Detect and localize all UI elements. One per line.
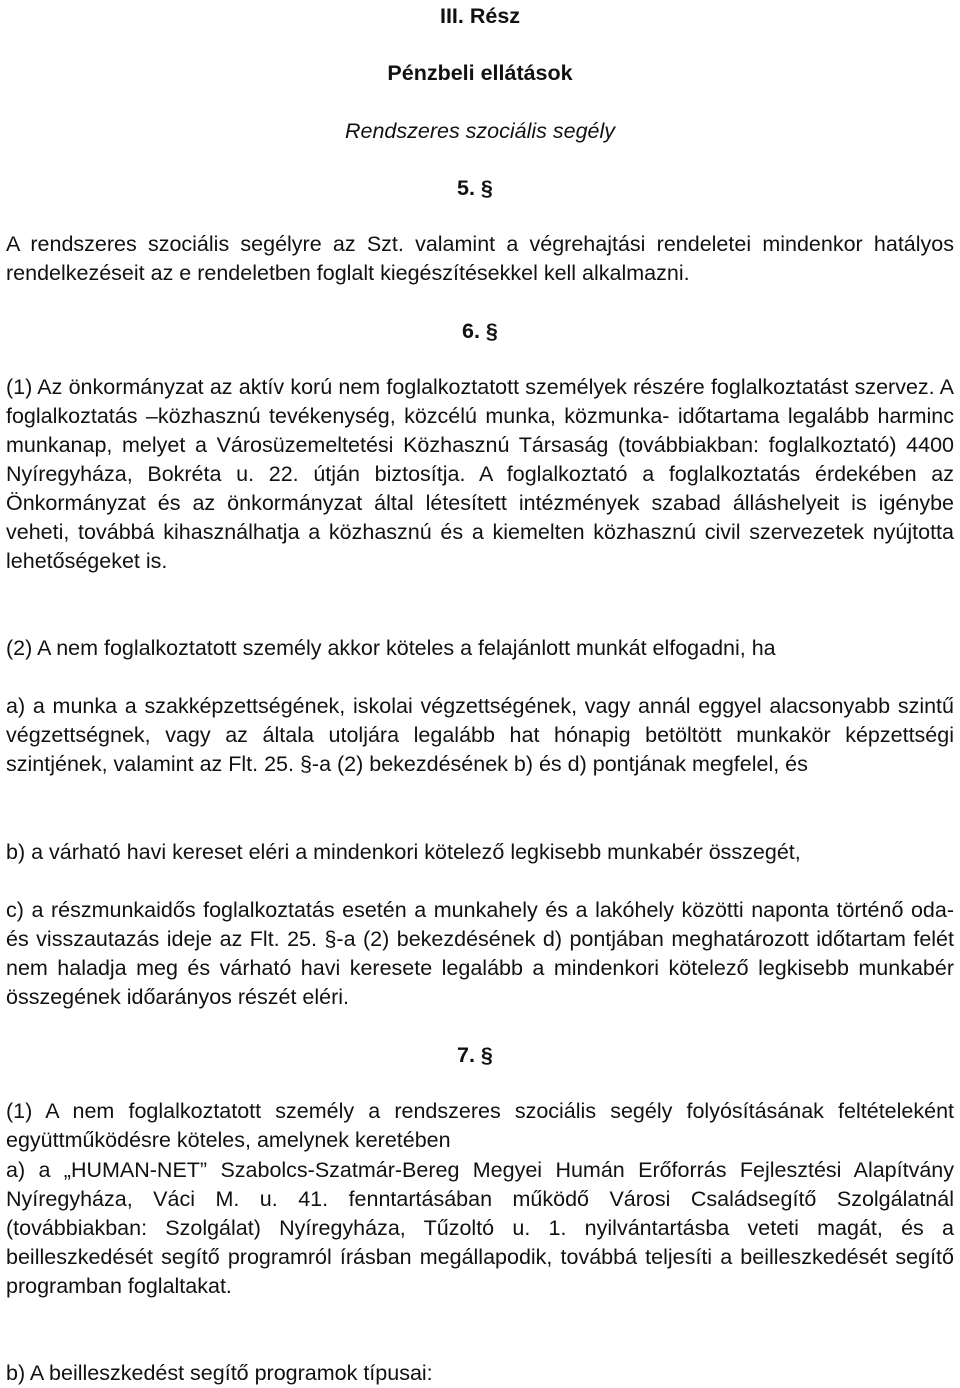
part-title: III. Rész xyxy=(439,4,521,28)
paragraph: a) a „HUMAN-NET” Szabolcs-Szatmár-Bereg Megyei Humán Erőforrás Fejlesztési Alapítvány Nyíregyháza, Váci M. u. 41. fenntartásában működő Városi Családsegítő Szolgálatnál (továbbiakban: Szolgálat) Nyíregyháza, Tűzoltó u. 1. nyilvántartásba veteti magát, és a beilleszkedését segítő programról írásban megállapodik, továbbá teljesíti a beilleszkedését segítő programban foglaltakat. xyxy=(6,1158,954,1298)
paragraph: (2) A nem foglalkoztatott személy akkor köteles a felajánlott munkát elfogadni, ha xyxy=(6,636,776,660)
paragraph: c) a részmunkaidős foglalkoztatás esetén a munkahely és a lakóhely közötti naponta történő oda- és visszautazás ideje az Flt. 25. §-a (2) bekezdésének d) pontjában meghatározott időtartam felét nem haladja meg és várható havi keresete legalább a mindenkori kötelező legkisebb munkabér összegének időarányos részét eléri. xyxy=(6,898,954,1009)
paragraph: (1) A nem foglalkoztatott személy a rendszeres szociális segély folyósításának feltételeként együttműködésre köteles, amelynek keretében xyxy=(6,1099,954,1152)
section-number: 7. § xyxy=(457,1043,493,1067)
paragraph: b) a várható havi kereset eléri a mindenkori kötelező legkisebb munkabér összegét, xyxy=(6,840,801,864)
paragraph: (1) Az önkormányzat az aktív korú nem foglalkoztatott személyek részére foglalkoztatást szervez. A foglalkoztatás –közhasznú tevékenység, közcélú munka, közmunka- időtartama legalább harminc munkanap, melyet a Városüzemeltetési Közhasznú Társaság (továbbiakban: foglalkoztató) 4400 Nyíregyháza, Bokréta u. 22. útján biztosítja. A foglalkoztató a foglalkoztatás érdekében az Önkormányzat és az önkormányzat által létesített intézmények szabad álláshelyeit is igénybe veheti, továbbá kihasználhatja a közhasznú és a kiemelten közhasznú civil szervezetek nyújtotta lehetőségeket is. xyxy=(6,375,954,573)
paragraph: a) a munka a szakképzettségének, iskolai végzettségének, vagy annál eggyel alacsonyabb szintű végzettségnek, vagy az általa utoljára legalább hat hónapig betöltött munkakör képzettségi szintjének, valamint az Flt. 25. §-a (2) bekezdésének b) és d) pontjának megfelel, és xyxy=(6,694,954,776)
section-number: 5. § xyxy=(457,176,493,200)
paragraph: A rendszeres szociális segélyre az Szt. valamint a végrehajtási rendeletei mindenkor hatályos rendelkezéseit az e rendeletben foglalt kiegészítésekkel kell alkalmazni. xyxy=(6,232,954,285)
paragraph: b) A beilleszkedést segítő programok típusai: xyxy=(6,1361,433,1385)
section-number: 6. § xyxy=(462,319,498,343)
chapter-title: Pénzbeli ellátások xyxy=(387,61,573,85)
subtitle: Rendszeres szociális segély xyxy=(344,119,616,143)
